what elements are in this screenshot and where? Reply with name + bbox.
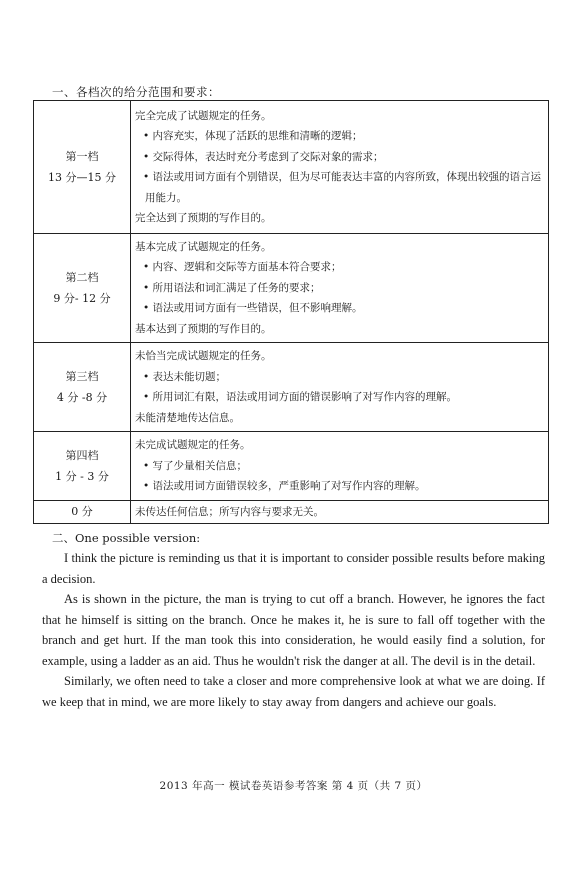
level-name: 0 分 — [71, 505, 93, 518]
criteria-line: • 语法或用词方面有一些错误，但不影响理解。 — [135, 298, 542, 319]
criteria-line: 未能清楚地传达信息。 — [135, 411, 240, 424]
table-row — [34, 343, 549, 432]
level-name: 第四档 — [65, 449, 99, 462]
criteria-line: • 所用词汇有限，语法或用词方面的错误影响了对写作内容的理解。 — [135, 387, 542, 408]
level-name: 第一档 — [65, 150, 99, 163]
level-range: 13 分—15 分 — [48, 171, 116, 184]
criteria-cell — [131, 343, 549, 432]
criteria-line: • 内容充实，体现了活跃的思维和清晰的逻辑； — [135, 126, 542, 147]
section-title: 一、各档次的给分范围和要求： — [52, 85, 220, 99]
criteria-line: 未传达任何信息；所写内容与要求无关。 — [135, 506, 324, 518]
level-cell — [34, 234, 131, 343]
level-name: 第二档 — [65, 271, 99, 284]
criteria-line: • 内容、逻辑和交际等方面基本符合要求； — [135, 257, 542, 278]
sample-essay — [42, 548, 545, 712]
level-cell — [34, 432, 131, 501]
scoring-table — [33, 100, 549, 524]
criteria-cell — [131, 234, 549, 343]
criteria-cell — [131, 501, 549, 524]
essay-paragraph: Similarly, we often need to take a closer and more comprehensive look at what we are doing. If we keep that in mind, we are more likely to stay away from dangers and achieve our goals. — [42, 674, 545, 709]
essay-paragraph: I think the picture is reminding us that it is important to consider possible results before making a decision. — [42, 551, 545, 586]
level-name: 第三档 — [65, 370, 99, 383]
criteria-line: 未恰当完成试题规定的任务。 — [135, 350, 272, 362]
criteria-line: • 所用语法和词汇满足了任务的要求； — [135, 278, 542, 299]
criteria-line: • 写了少量相关信息； — [135, 456, 542, 477]
essay-paragraph: As is shown in the picture, the man is trying to cut off a branch. However, he ignores the fact that he himself is sitting on the branch. Once he makes it, he is sure to fall off together with the branch and get hurt. If the man took this into consideration, he would easily find a solution, for example, using a ladder as an aid. Thus he wouldn't risk the danger at all. The devil is in the detail. — [42, 592, 545, 668]
criteria-cell — [131, 432, 549, 501]
level-range: 1 分 - 3 分 — [55, 470, 109, 483]
criteria-line: 完全完成了试题规定的任务。 — [135, 109, 272, 122]
criteria-line: • 语法或用词方面有个别错误，但为尽可能表达丰富的内容所致，体现出较强的语言运用能力。 — [135, 167, 542, 208]
table-row — [34, 501, 549, 524]
criteria-line: 基本完成了试题规定的任务。 — [135, 240, 272, 253]
table-row — [34, 101, 549, 234]
essay-title: 二、One possible version: — [52, 531, 201, 545]
level-cell — [34, 343, 131, 432]
table-row — [34, 234, 549, 343]
criteria-line: 完全达到了预期的写作目的。 — [135, 212, 272, 224]
criteria-cell — [131, 101, 549, 234]
criteria-line: 基本达到了预期的写作目的。 — [135, 322, 272, 335]
table-row — [34, 432, 549, 501]
level-range: 9 分- 12 分 — [53, 292, 111, 305]
criteria-line: • 交际得体，表达时充分考虑到了交际对象的需求； — [135, 147, 542, 168]
page-footer: 2013 年高一 模试卷英语参考答案 第 4 页（共 7 页） — [159, 780, 428, 792]
level-cell — [34, 501, 131, 524]
level-cell — [34, 101, 131, 234]
criteria-line: 未完成试题规定的任务。 — [135, 439, 251, 452]
criteria-line: • 表达未能切题； — [135, 367, 542, 388]
level-range: 4 分 -8 分 — [56, 391, 108, 404]
criteria-line: • 语法或用词方面错误较多，严重影响了对写作内容的理解。 — [135, 476, 542, 497]
